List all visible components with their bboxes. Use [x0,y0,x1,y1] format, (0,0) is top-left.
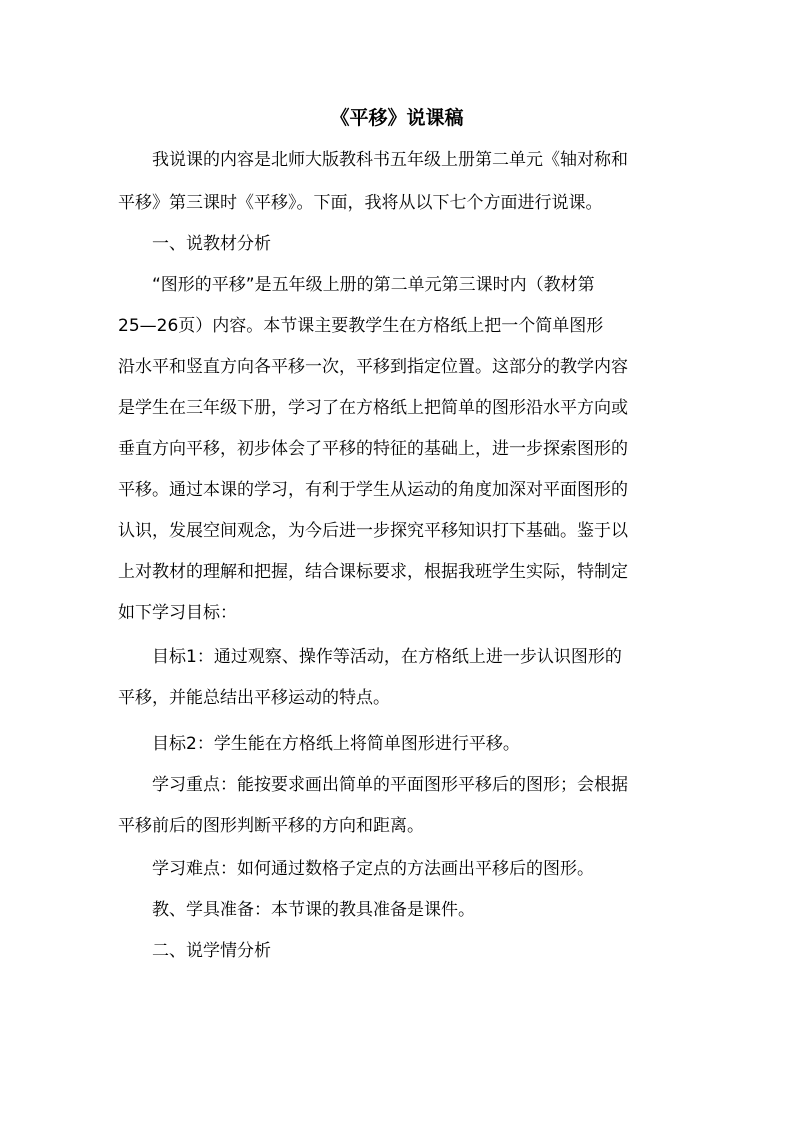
paragraph-line: 平移。通过本课的学习，有利于学生从运动的角度加深对平面图形的 [118,480,628,500]
document-title: 《平移》说课稿 [330,107,464,129]
paragraph-line: 垂直方向平移，初步体会了平移的特征的基础上，进一步探索图形的 [118,439,628,459]
paragraph-line: 平移》第三课时《平移》。下面，我将从以下七个方面进行说课。 [118,193,603,213]
paragraph-line: 学习难点：如何通过数格子定点的方法画出平移后的图形。 [152,859,594,879]
paragraph-line: 目标2：学生能在方格纸上将简单图形进行平移。 [152,734,520,754]
section-heading: 二、说学情分析 [152,941,271,961]
section-heading: 一、说教材分析 [152,234,271,254]
paragraph-line: 沿水平和竖直方向各平移一次，平移到指定位置。这部分的教学内容 [118,357,628,377]
paragraph-line: 上对教材的理解和把握，结合课标要求，根据我班学生实际，特制定 [118,562,628,582]
paragraph-line: “图形的平移”是五年级上册的第二单元第三课时内（教材第 [152,275,595,295]
paragraph-line: 教、学具准备：本节课的教具准备是课件。 [152,900,475,920]
paragraph-line: 认识，发展空间观念，为今后进一步探究平移知识打下基础。鉴于以 [118,521,628,541]
paragraph-line: 平移前后的图形判断平移的方向和距离。 [118,816,424,836]
paragraph-line: 是学生在三年级下册，学习了在方格纸上把简单的图形沿水平方向或 [118,398,628,418]
paragraph-line: 目标1：通过观察、操作等活动，在方格纸上进一步认识图形的 [152,647,622,667]
paragraph-line: 学习重点：能按要求画出简单的平面图形平移后的图形；会根据 [152,775,628,795]
paragraph-line: 如下学习目标： [118,603,237,623]
paragraph-line: 25—26页）内容。本节课主要教学生在方格纸上把一个简单图形 [118,316,604,336]
paragraph-line: 平移，并能总结出平移运动的特点。 [118,688,390,708]
paragraph-line: 我说课的内容是北师大版教科书五年级上册第二单元《轴对称和 [152,150,628,170]
